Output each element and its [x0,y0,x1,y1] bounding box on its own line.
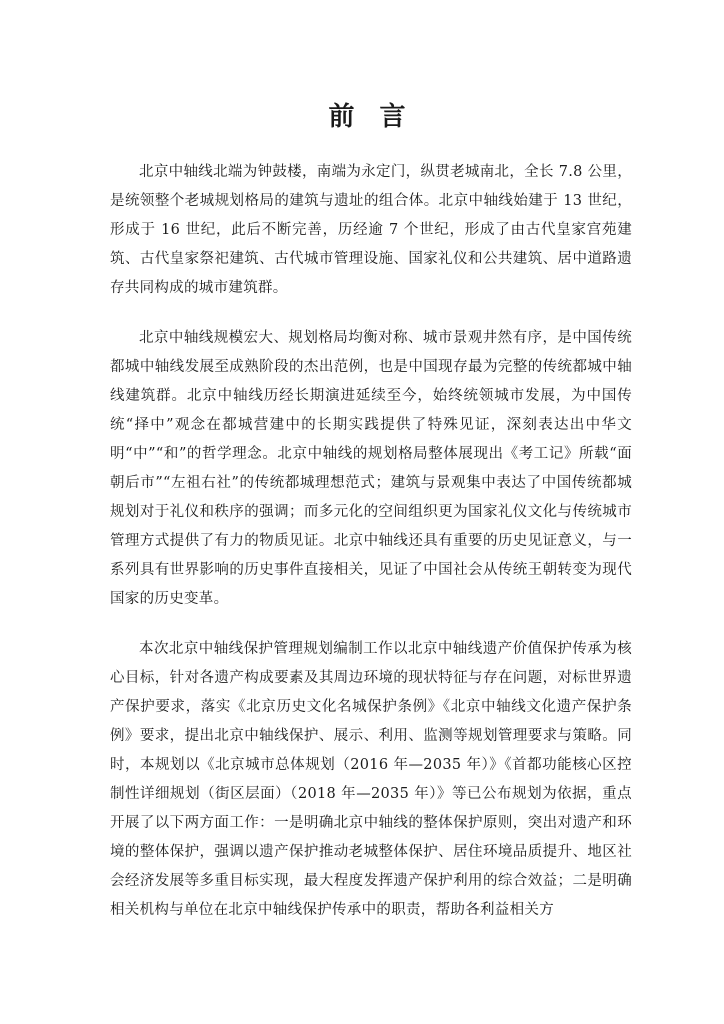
page-title: 前 言 [328,102,414,132]
paragraph-2: 北京中轴线规模宏大、规划格局均衡对称、城市景观井然有序，是中国传统都城中轴线发展至成熟阶段的杰出范例，也是中国现存最为完整的传统都城中轴线建筑群。北京中轴线历经长期演进延续至今，始终统领城市发展，为中国传统“择中”观念在都城营建中的长期实践提供了特殊见证，深刻表达出中华文明“中”“和”的哲学理念。北京中轴线的规划格局整体展现出《考工记》所载“面朝后市”“左祖右社”的传统都城理想范式；建筑与景观集中表达了中国传统都城规划对于礼仪和秩序的强调；而多元化的空间组织更为国家礼仪文化与传统城市管理方式提供了有力的物质见证。北京中轴线还具有重要的历史见证意义，与一系列具有世界影响的历史事件直接相关，见证了中国社会从传统王朝转变为现代国家的历史变革。 [110,330,632,607]
paragraph-1: 北京中轴线北端为钟鼓楼，南端为永定门，纵贯老城南北，全长 7.8 公里，是统领整个老城规划格局的建筑与遗址的组合体。北京中轴线始建于 13 世纪，形成于 16 世纪，此后不断完善，历经逾 7 个世纪，形成了由古代皇家宫苑建筑、古代皇家祭祀建筑、古代城市管理设施、国家礼仪和公共建筑、居中道路遗存共同构成的城市建筑群。 [110,164,632,296]
paragraph-3: 本次北京中轴线保护管理规划编制工作以北京中轴线遗产价值保护传承为核心目标，针对各遗产构成要素及其周边环境的现状特征与存在问题，对标世界遗产保护要求，落实《北京历史文化名城保护条例》《北京中轴线文化遗产保护条例》要求，提出北京中轴线保护、展示、利用、监测等规划管理要求与策略。同时，本规划以《北京城市总体规划（2016 年—2035 年）》《首都功能核心区控制性详细规划（街区层面）（2018 年—2035 年）》等已公布规划为依据，重点开展了以下两方面工作：一是明确北京中轴线的整体保护原则，突出对遗产和环境的整体保护，强调以遗产保护推动老城整体保护、居住环境品质提升、地区社会经济发展等多重目标实现，最大程度发挥遗产保护利用的综合效益；二是明确相关机构与单位在北京中轴线保护传承中的职责，帮助各利益相关方 [110,641,632,918]
